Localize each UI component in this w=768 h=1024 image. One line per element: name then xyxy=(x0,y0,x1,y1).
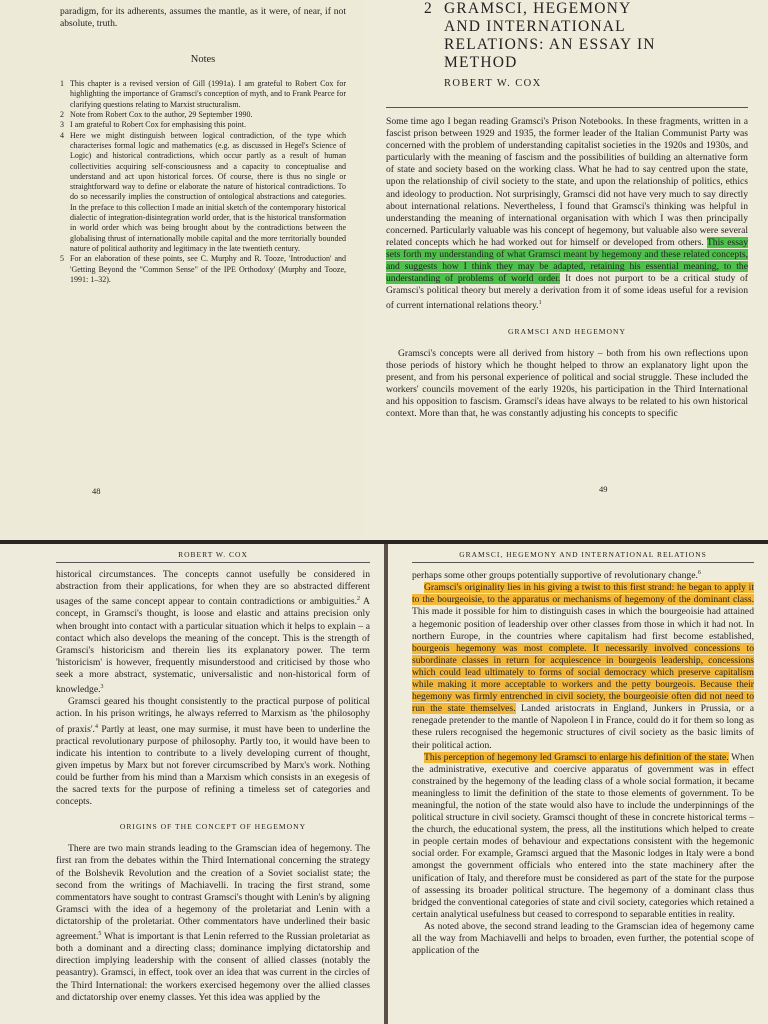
running-head: ROBERT W. COX xyxy=(178,550,248,559)
note-text: Note from Robert Cox to the author, 29 September 1990. xyxy=(70,110,253,120)
chapter-number: 2 xyxy=(424,0,433,17)
paragraph-text: There are two main strands leading to the Gramscian idea of hegemony. The first ran from the debates within the Third International concerning the strategy of the Bolshevik Revolution and the creation of a Soviet socialist state; the second from the writings of Machiavelli. In tracing the first strand, some commentators have sought to contrast Gramsci's thought with Lenin's by aligning Gramsci with the idea of a hegemony of the proletariat and Lenin with a dictatorship of the proletariat. Other commentators have underlined their basic agreement. xyxy=(56,843,370,943)
page-49 xyxy=(362,0,768,540)
note-item xyxy=(60,254,346,285)
body-paragraph xyxy=(412,752,754,921)
running-head-rule xyxy=(412,562,754,563)
chapter-title-line: GRAMSCI, HEGEMONY xyxy=(444,0,632,17)
lead-paragraph: paradigm, for its adherents, assumes the mantle, as it were, of near, if not absolute, truth. xyxy=(60,6,346,30)
note-text: For an elaboration of these points, see C. Murphy and R. Tooze, 'Introduction' and 'Getting Beyond the "Common Sense" of the IPE Orthodoxy' (Murphy and Tooze, 1991: 1–32). xyxy=(70,254,346,284)
body-paragraph xyxy=(412,582,754,751)
body-paragraph: Gramsci's concepts were all derived from history – both from his own reflections upon those periods of history which he thought helped to throw an explanatory light upon the present, and from his personal experience of political and social struggle. These included the workers' councils movement of the early 1920s, his participation in the Third International and his opposition to fascism. Gramsci's ideas have always to be related to his own historical context. More than that, he was constantly adjusting his concepts to specific xyxy=(386,347,748,420)
note-number: 1 xyxy=(60,79,64,89)
note-ref: 1 xyxy=(538,300,542,307)
chapter-title-line: METHOD xyxy=(444,54,518,71)
intro-text: Some time ago I began reading Gramsci's Prison Notebooks. In these fragments, written in a fascist prison between 1929 and 1935, the former leader of the Italian Communist Party was concerned with the problem of understanding capitalist societies in the 1920s and 1930s, and particularly with the meaning of fascism and the possibilities of building an alternative form of state and society based on the working class. What he had to say centred upon the state, upon the relationship of civil society to the state, and upon the relationship of politics, ethics and ideology to production. Not surprisingly, Gramsci did not have very much to say directly about international relations. Nevertheless, I found that Gramsci's thinking was helpful in understanding the meaning of international organisation with which I was then principally concerned. Particularly valuable was his concept of hegemony, but valuable also were several related concepts which he had worked out for himself or developed from others. xyxy=(386,116,748,248)
intro-text-end: It does not purport to be a critical study of Gramsci's political theory but merely a derivation from it of some ideas useful for a revision of current international relations theory. xyxy=(386,273,748,312)
highlighted-passage: bourgeois hegemony was most complete. It necessarily involved concessions to subordinate classes in return for acquiescence in bourgeois leadership, concessions which could lead ultimately to forms of social democracy which preserve capitalism while making it more acceptable to workers and the petty bourgeois. Because their hegemony was firmly entrenched in civil society, the bourgeoisie often did not need to run the state themselves. xyxy=(412,642,754,715)
note-ref: 3 xyxy=(100,684,104,691)
running-head: GRAMSCI, HEGEMONY AND INTERNATIONAL RELATIONS xyxy=(459,550,707,559)
note-item xyxy=(60,120,346,130)
chapter-title-line: AND INTERNATIONAL xyxy=(444,18,626,35)
paragraph-text: historical circumstances. The concepts cannot usefully be considered in abstraction from their applications, for when they are so abstracted different usages of the same concept appear to contain contradictions or ambiguities. xyxy=(56,569,370,608)
body-paragraph: As noted above, the second strand leading to the Gramscian idea of hegemony came all the way from Machiavelli and helps to broaden, even further, the potential scope of application of the xyxy=(412,920,754,957)
highlighted-passage: This essay sets forth my understanding of what Gramsci meant by hegemony and these related concepts, and suggests how I think they may be adapted, retaining his essential meaning, to the understanding of problems of world order. xyxy=(386,236,748,285)
paragraph-text: When the administrative, executive and coercive apparatus of government was in effect constrained by the hegemony of the leading class of a whole social formation, it became meaningless to limit the definition of the state to those elements of government. To be meaningful, the notion of the state would also have to include the underpinnings of the political structure in civil society. Gramsci thought of these in concrete historical terms – the church, the educational system, the press, all the institutions which helped to create in people certain modes of behaviour and expectations consistent with the hegemonic social order. For example, Gramsci argued that the Masonic lodges in Italy were a bond amongst the government officials who entered into the state machinery after the unification of Italy, and therefore must be considered as part of the state for the purpose of assessing its broader political structure. The hegemony of a dominant class thus bridged the conventional categories of state and civil society, categories which retained a certain analytical usefulness but ceased to correspond to separable entities in reality. xyxy=(412,751,754,920)
body-paragraph xyxy=(56,843,370,1003)
chapter-heading xyxy=(424,0,748,89)
paragraph-text: Landed aristocrats in England, Junkers in Prussia, or a renegade pretender to the mantle of Napoleon I in France, could do it for them so long as these rulers recognised the hegemonic structures of civil society as the basic limits of their political action. xyxy=(412,703,754,751)
section-heading: GRAMSCI AND HEGEMONY xyxy=(508,326,626,336)
note-number: 2 xyxy=(60,110,64,120)
note-number: 5 xyxy=(60,254,64,264)
page-number: 48 xyxy=(92,486,101,496)
note-item xyxy=(60,131,346,255)
paragraph-text: Partly at least, one may surmise, it must have been to underline the practical revolutionary purpose of philosophy. Partly too, it would have been to indicate his intention to contribute to a lively developing current of thought, given impetus by Marx but not forever circumscribed by Marx's work. Nothing could be further from his mind than a Marxism which consists in an exegesis of the sacred texts for the purpose of refining a timeless set of categories and concepts. xyxy=(56,723,370,808)
paragraph-text: Gramsci geared his thought consistently to the practical purpose of political action. In his prison writings, he always referred to Marxism as 'the philosophy of praxis'. xyxy=(56,696,370,735)
note-ref: 4 xyxy=(94,723,98,730)
chapter-author: ROBERT W. COX xyxy=(444,78,542,89)
intro-paragraph xyxy=(386,116,748,313)
highlighted-passage: Gramsci's originality lies in his giving a twist to this first strand: he began to apply it to the bourgeoisie, to the apparatus or mechanisms of hegemony of the dominant class. xyxy=(412,582,754,606)
page-51 xyxy=(388,544,768,1024)
note-number: 4 xyxy=(60,130,64,140)
note-text: Here we might distinguish between logical contradiction, of the type which characterises formal logic and mathematics (e.g. as discussed in Hegel's Science of Logic) and historical contradictions, which occur partly as a result of human collectivities acquiring self-consciousness and a capacity to conceptualise and understand and act upon historical forces. Of course, there is thus no single or straightforward way to define or elaborate the nature of historical contradictions. To do so necessarily implies the construction of ontological abstractions and categories. In the preface to this collection I made an initial sketch of the contemporary historical dialectic of integration-disintegration world order, that is the historical transformation in world order which was being brought about by the contradictions between the globalising thrust of internationally mobile capital and the more territorially bounded nature of political authority and legitimacy in the late twentieth century. xyxy=(70,130,346,253)
highlighted-passage: This perception of hegemony led Gramsci to enlarge his definition of the state. xyxy=(424,751,729,763)
running-head-rule xyxy=(56,562,370,563)
section-heading: ORIGINS OF THE CONCEPT OF HEGEMONY xyxy=(119,822,307,832)
page-number: 49 xyxy=(599,484,608,494)
chapter-title-line: RELATIONS: AN ESSAY IN xyxy=(444,36,656,53)
page-50 xyxy=(0,544,384,1024)
note-ref: 6 xyxy=(697,570,701,576)
body-paragraph xyxy=(56,569,370,696)
paragraph-text: This made it possible for him to distinguish cases in which the bourgeoisie had attained a hegemonic position of leadership over other classes from those in which it had not. In northern Europe, in the countries where capitalism had first become established, xyxy=(412,606,754,642)
note-item xyxy=(60,110,346,120)
heading-rule xyxy=(386,107,748,108)
paragraph-text: What is important is that Lenin referred to the Russian proletariat as both a dominant and a directing class; dominance implying dictatorship and direction implying leadership with the consent of allied classes (notably the peasantry). Gramsci, in effect, took over an idea that was current in the circles of the Third International: the workers exercised hegemony over the allied classes and dictatorship over enemy classes. Yet this idea was applied by the xyxy=(56,931,370,1003)
paragraph-text: perhaps some other groups potentially supportive of revolutionary change. xyxy=(412,570,698,582)
paragraph-text: A concept, in Gramsci's thought, is loose and elastic and attains precision only when brought into contact with a particular situation which it helps to explain – a contact which also develops the meaning of the concept. This is the strength of Gramsci's historicism and therein lies its explanatory power. The term 'historicism' is however, frequently misunderstood and criticised by those who seek a more abstract, systematic, universalistic and non-historical form of knowledge. xyxy=(56,596,370,696)
note-ref: 2 xyxy=(357,596,361,603)
note-text: This chapter is a revised version of Gill (1991a). I am grateful to Robert Cox for highlighting the importance of Gramsci's conception of myth, and to Frank Pearce for clarifying questions relating to Marxist structuralism. xyxy=(70,79,346,109)
note-ref: 5 xyxy=(98,931,102,937)
body-paragraph xyxy=(412,567,754,582)
page-48 xyxy=(0,0,362,540)
note-text: I am grateful to Robert Cox for emphasising this point. xyxy=(70,120,246,130)
note-number: 3 xyxy=(60,120,64,130)
notes-list xyxy=(60,79,346,285)
notes-heading: Notes xyxy=(190,54,216,66)
note-item xyxy=(60,79,346,110)
body-paragraph xyxy=(56,696,370,808)
